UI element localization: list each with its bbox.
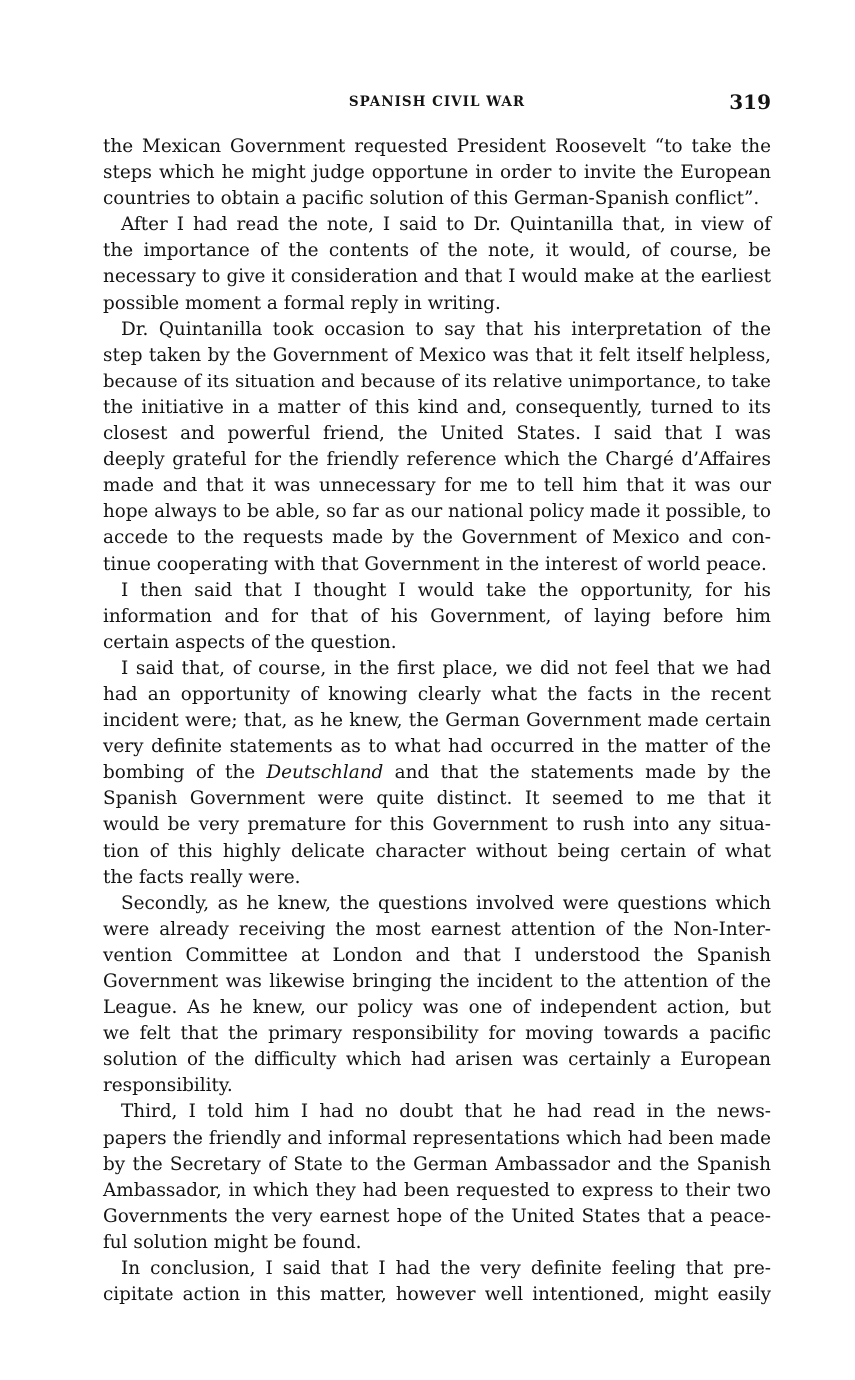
text-line: we felt that the primary responsibility for moving towards a pacific xyxy=(103,1023,771,1045)
text-line: had an opportunity of knowing clearly what the facts in the recent xyxy=(103,683,771,705)
text-line: deeply grateful for the friendly reference which the Chargé d’Affaires xyxy=(103,449,771,471)
text-line: League. As he knew, our policy was one of independent action, but xyxy=(103,997,771,1019)
text-line: Spanish Government were quite distinct. It seemed to me that it xyxy=(103,788,771,810)
text-line: Secondly, as he knew, the questions involved were questions which xyxy=(121,892,771,914)
text-line: tion of this highly delicate character without being certain of what xyxy=(103,840,771,862)
text-line: Ambassador, in which they had been requested to express to their two xyxy=(103,1179,771,1201)
text-line: by the Secretary of State to the German Ambassador and the Spanish xyxy=(103,1153,771,1175)
text-line: very definite statements as to what had occurred in the matter of the xyxy=(103,736,771,758)
text-line: steps which he might judge opportune in order to invite the European xyxy=(103,162,771,184)
text-line: countries to obtain a pacific solution of this German-Spanish conflict”. xyxy=(103,188,760,210)
text-line: necessary to give it consideration and that I would make at the earliest xyxy=(103,266,771,288)
paragraph-2 xyxy=(103,212,771,316)
text-line: papers the friendly and informal representations which had been made xyxy=(103,1127,771,1149)
text-line: made and that it was unnecessary for me to tell him that it was our xyxy=(103,475,771,497)
text-line: hope always to be able, so far as our national policy made it possible, to xyxy=(103,501,771,523)
text-line: solution of the difficulty which had arisen was certainly a European xyxy=(103,1049,771,1071)
paragraph-6 xyxy=(103,891,771,1100)
text-line xyxy=(103,760,771,786)
text-line: the Mexican Government requested President Roosevelt “to take the xyxy=(103,136,771,157)
paragraph-7 xyxy=(103,1099,771,1256)
body-text xyxy=(103,134,771,1308)
text-line: responsibility. xyxy=(103,1075,233,1097)
text-line: I then said that I thought I would take the opportunity, for his xyxy=(121,579,771,601)
text-run: bombing of the xyxy=(103,762,267,784)
text-line: the importance of the contents of the note, it would, of course, be xyxy=(103,240,771,262)
text-line: closest and powerful friend, the United States. I said that I was xyxy=(103,423,771,445)
text-line: Governments the very earnest hope of the United States that a peace- xyxy=(103,1205,771,1227)
text-line: Third, I told him I had no doubt that he had read in the news- xyxy=(121,1101,771,1123)
text-line: ful solution might be found. xyxy=(103,1231,362,1253)
text-line: accede to the requests made by the Government of Mexico and con- xyxy=(103,527,771,549)
text-run: and that the statements made by the xyxy=(383,762,771,784)
text-line: I said that, of course, in the first place, we did not feel that we had xyxy=(121,657,771,679)
running-title: SPANISH CIVIL WAR xyxy=(348,94,526,110)
text-line: In conclusion, I said that I had the very definite feeling that pre- xyxy=(121,1258,771,1280)
running-header xyxy=(103,90,771,120)
paragraph-5 xyxy=(103,656,771,891)
paragraph-1 xyxy=(103,134,771,212)
paragraph-4 xyxy=(103,578,771,656)
ship-name-italic: Deutschland xyxy=(266,762,384,784)
text-line: tinue cooperating with that Government in the interest of world peace. xyxy=(103,553,767,575)
text-line: possible moment a formal reply in writing. xyxy=(103,292,501,314)
page-number: 319 xyxy=(729,90,771,114)
text-line: certain aspects of the question. xyxy=(103,631,397,653)
text-line: the facts really were. xyxy=(103,866,301,888)
text-line: Government was likewise bringing the incident to the attention of the xyxy=(103,971,771,992)
text-line: vention Committee at London and that I understood the Spanish xyxy=(103,944,771,966)
text-line: cipitate action in this matter, however well intentioned, might easily xyxy=(103,1284,771,1306)
text-line: incident were; that, as he knew, the German Government made certain xyxy=(103,710,771,732)
text-line: because of its situation and because of its relative unimportance, to take xyxy=(103,370,771,392)
text-line: step taken by the Government of Mexico was that it felt itself helpless, xyxy=(103,344,771,366)
paragraph-3 xyxy=(103,317,771,578)
text-line: would be very premature for this Government to rush into any situa- xyxy=(103,814,771,836)
text-line: After I had read the note, I said to Dr. Quintanilla that, in view of xyxy=(121,214,771,236)
text-line: were already receiving the most earnest attention of the Non-Inter- xyxy=(103,918,771,940)
text-line: Dr. Quintanilla took occasion to say that his interpretation of the xyxy=(121,318,771,340)
text-line: information and for that of his Government, of laying before him xyxy=(103,605,771,627)
paragraph-8 xyxy=(103,1256,771,1308)
text-line: the initiative in a matter of this kind and, consequently, turned to its xyxy=(103,396,771,418)
